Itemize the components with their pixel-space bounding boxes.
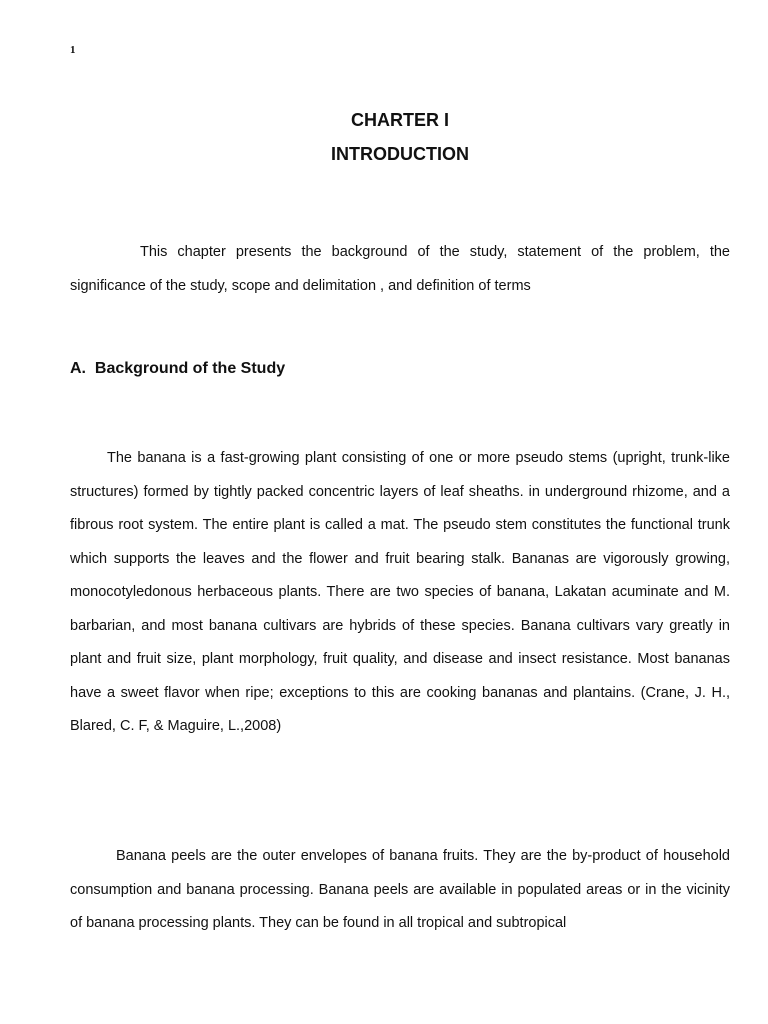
chapter-label: CHARTER I [351,110,449,130]
section-heading-background: A. Background of the Study [70,360,286,377]
chapter-title: INTRODUCTION [331,144,469,164]
intro-paragraph: This chapter presents the background of the study, statement of the problem, the significance of the study, scope and delimitation , and definition of terms [70,244,730,294]
page-number: 1 [70,44,76,56]
banana-peels-paragraph: Banana peels are the outer envelopes of banana fruits. They are the by-product of household consumption and banana processing. Banana peels are available in populated areas or in the vicinity of banana processing plants. They can be found in all tropical and subtropical [70,848,730,931]
background-paragraph: The banana is a fast-growing plant consisting of one or more pseudo stems (upright, trunk-like structures) formed by tightly packed concentric layers of leaf sheaths. in underground rhizome, and a fibrous root system. The entire plant is called a mat. The pseudo stem constitutes the functional trunk which supports the leaves and the flower and fruit bearing stalk. Bananas are vigorously growing, monocotyledonous herbaceous plants. There are two species of banana, Lakatan acuminate and M. barbarian, and most banana cultivars are hybrids of these species. Banana cultivars vary greatly in plant and fruit size, plant morphology, fruit quality, and disease and insect resistance. Most bananas have a sweet flavor when ripe; exceptions to this are cooking bananas and plantains. (Crane, J. H., Blared, C. F, & Maguire, L.,2008) [70,450,730,734]
